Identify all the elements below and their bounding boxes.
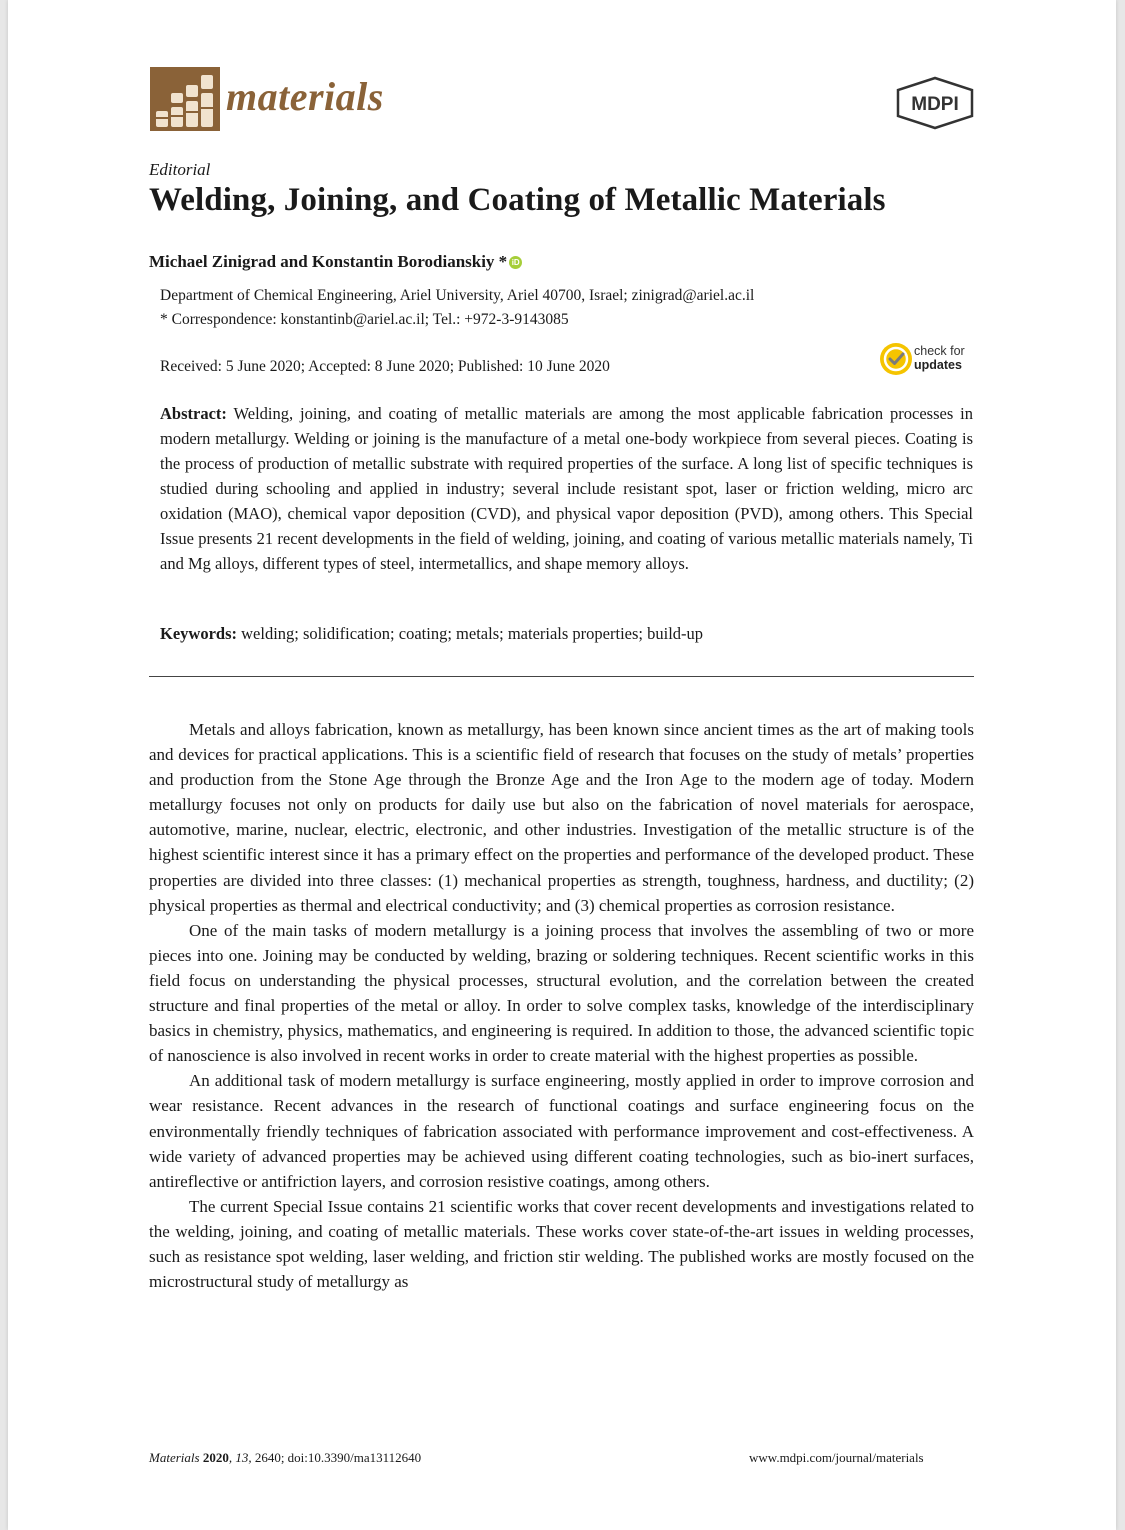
check-updates-line2: updates	[914, 358, 962, 372]
abstract	[160, 401, 973, 576]
authors-text: Michael Zinigrad and Konstantin Borodianskiy *	[149, 252, 508, 271]
footer-volume: , 13,	[228, 1450, 252, 1465]
section-divider	[149, 676, 974, 677]
paper-page	[8, 0, 1116, 1530]
citation-footer	[149, 1450, 421, 1466]
abstract-label: Abstract:	[160, 404, 227, 423]
body-text	[149, 717, 974, 1294]
check-updates-line1: check for	[914, 344, 965, 358]
keywords-text: welding; solidification; coating; metals; materials properties; build-up	[241, 624, 704, 643]
mdpi-logo-icon	[894, 76, 976, 130]
body-paragraph: An additional task of modern metallurgy is surface engineering, mostly applied in order to improve corrosion and wear resistance. Recent advances in the research of functional coatings and surface engineering focus on the environmentally friendly techniques of fabrication associated with performance improvement and cost-effectiveness. A wide variety of advanced properties may be achieved using different coating technologies, such as bio-inert surfaces, antireflective or antifriction layers, and corrosion resistive coatings, among others.	[149, 1071, 974, 1191]
abstract-text: Welding, joining, and coating of metallic materials are among the most applicable fabrication processes in modern metallurgy. Welding or joining is the manufacture of a metal one-body workpiece from several pieces. Coating is the process of production of metallic substrate with required properties of the surface. A long list of specific techniques is studied during schooling and applied in industry; several include resistant spot, laser or friction welding, micro arc oxidation (MAO), chemical vapor deposition (CVD), and physical vapor deposition (PVD), among others. This Special Issue presents 21 recent developments in the field of welding, joining, and coating of various metallic materials namely, Ti and Mg alloys, different types of steel, intermetallics, and shape memory alloys.	[160, 404, 973, 573]
svg-text:MDPI: MDPI	[911, 94, 959, 115]
publication-dates: Received: 5 June 2020; Accepted: 8 June 2020; Published: 10 June 2020	[160, 358, 610, 375]
body-paragraph: One of the main tasks of modern metallurgy is a joining process that involves the assembling of two or more pieces into one. Joining may be conducted by welding, brazing or soldering techniques. Recent scientific works in this field focus on understanding the physical processes, structural evolution, and the correlation between the created structure and final properties of the metal or alloy. In order to solve complex tasks, knowledge of the interdisciplinary basics in chemistry, physics, mathematics, and engineering is required. In addition to those, the advanced scientific topic of nanoscience is also involved in recent works in order to create material with the highest properties as possible.	[149, 920, 974, 1066]
orcid-icon[interactable]: iD	[509, 256, 522, 269]
author-list	[149, 252, 522, 272]
footer-doi: 2640; doi:10.3390/ma13112640	[251, 1450, 422, 1465]
body-paragraph: Metals and alloys fabrication, known as metallurgy, has been known since ancient times as the art of making tools and devices for practical applications. This is a scientific field of research that focuses on the study of metals’ properties and production from the Stone Age through the Bronze Age and the Iron Age to the modern age of today. Modern metallurgy focuses not only on products for daily use but also on the fabrication of novel materials for aerospace, automotive, marine, nuclear, electric, electronic, and other industries. Investigation of the metallic structure is of the highest scientific interest since it has a primary effect on the properties and performance of the developed product. These properties are divided into three classes: (1) mechanical properties as strength, toughness, hardness, and ductility; (2) physical properties as thermal and electrical conductivity; and (3) chemical properties as corrosion resistance.	[149, 720, 974, 915]
body-paragraph: The current Special Issue contains 21 scientific works that cover recent developments and investigations related to the welding, joining, and coating of metallic materials. These works cover state-of-the-art issues in welding processes, such as resistance spot welding, laser welding, and friction stir welding. The published works are mostly focused on the microstructural study of metallurgy as	[149, 1196, 974, 1292]
check-updates-icon[interactable]	[879, 342, 913, 376]
article-type: Editorial	[149, 160, 211, 179]
journal-name: materials	[226, 74, 384, 119]
keywords-label: Keywords:	[160, 624, 237, 643]
article-title: Welding, Joining, and Coating of Metallic Materials	[149, 182, 886, 218]
journal-url[interactable]: www.mdpi.com/journal/materials	[749, 1450, 924, 1465]
correspondence: * Correspondence: konstantinb@ariel.ac.il; Tel.: +972-3-9143085	[160, 311, 569, 328]
footer-journal: Materials	[149, 1450, 200, 1465]
keywords	[160, 624, 703, 644]
check-updates-badge[interactable]	[914, 344, 965, 372]
footer-year: 2020	[202, 1450, 229, 1465]
affiliation: Department of Chemical Engineering, Ariel University, Ariel 40700, Israel; zinigrad@ariel.ac.il	[160, 287, 755, 304]
